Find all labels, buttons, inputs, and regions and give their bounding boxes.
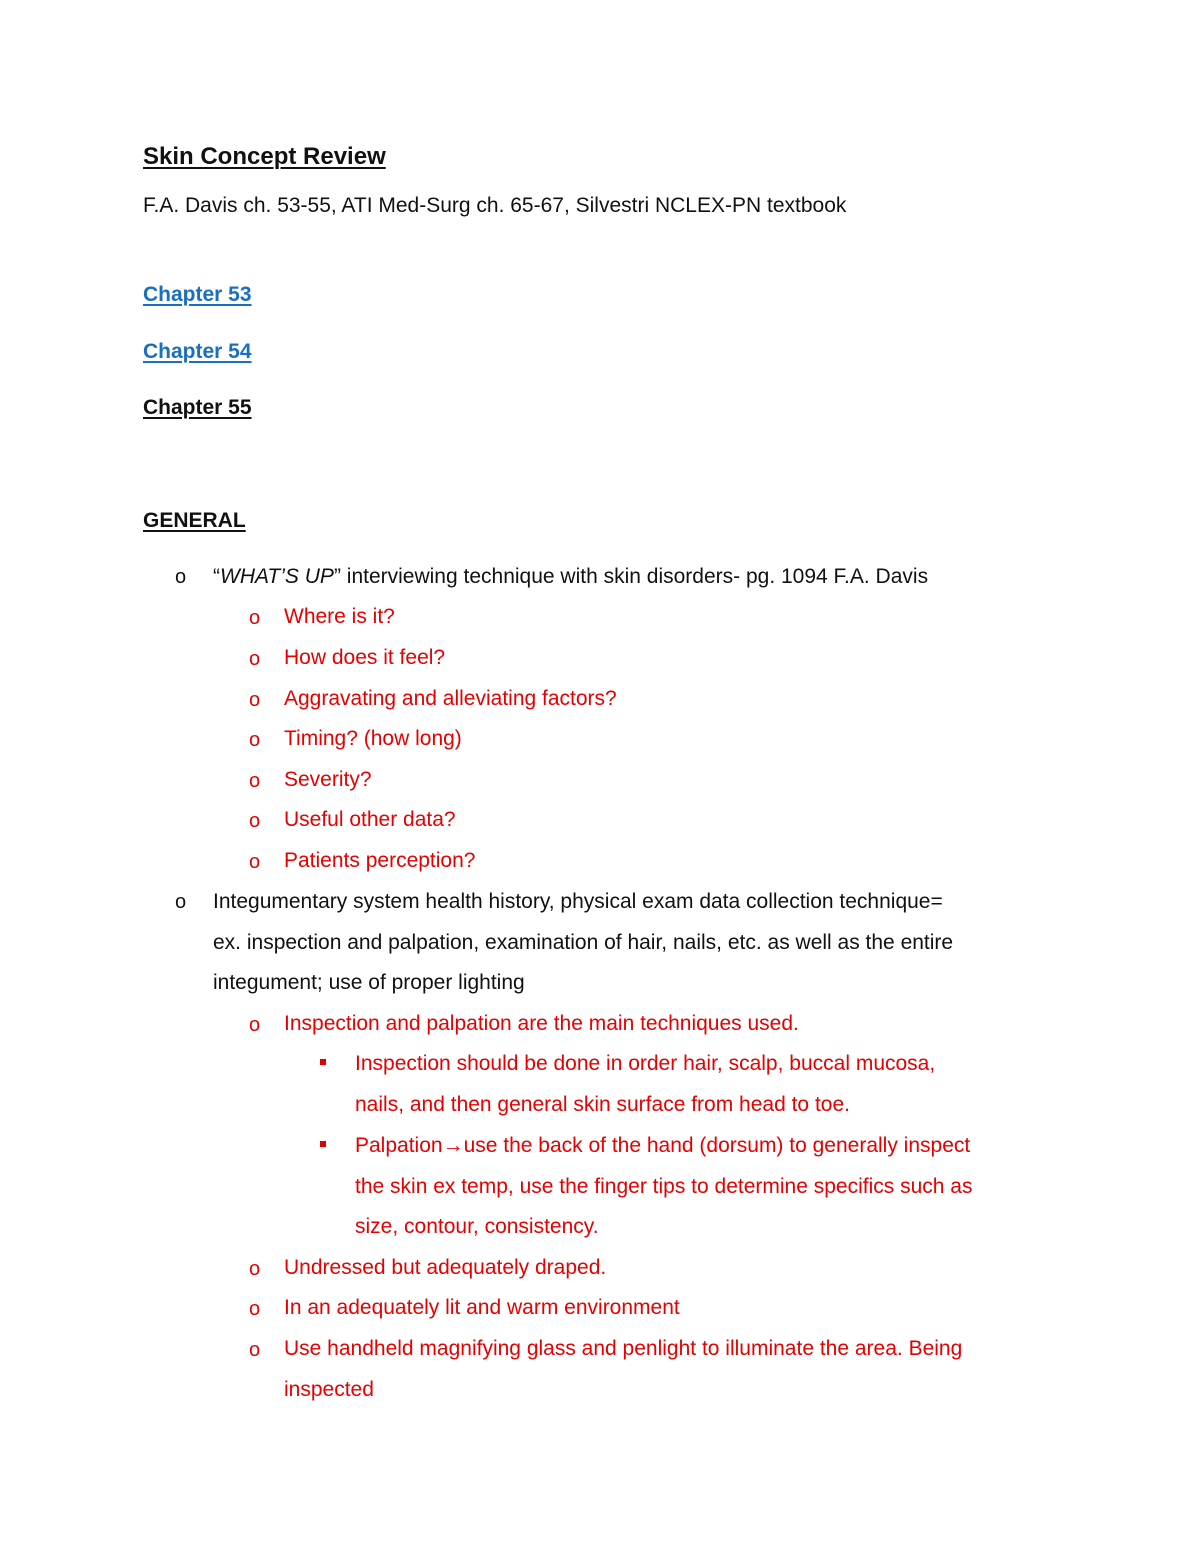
magnifying-item: inspected bbox=[284, 1378, 374, 1401]
whats-up-item: Where is it? bbox=[284, 605, 395, 628]
palpation-line bbox=[355, 1134, 970, 1158]
chapter-53-link[interactable]: Chapter 53 bbox=[143, 283, 252, 306]
bullet-marker: o bbox=[249, 1258, 261, 1280]
arrow-icon: → bbox=[442, 1134, 464, 1157]
bullet-marker: o bbox=[249, 648, 261, 670]
whats-up-line bbox=[213, 565, 928, 589]
square-bullet-marker bbox=[320, 1141, 326, 1147]
bullet-marker: o bbox=[249, 1298, 261, 1320]
bullet-marker: o bbox=[249, 607, 261, 629]
magnifying-item: Use handheld magnifying glass and penlight to illuminate the area. Being bbox=[284, 1337, 963, 1360]
section-heading-general: GENERAL bbox=[143, 509, 246, 532]
whats-up-item: Patients perception? bbox=[284, 849, 476, 872]
main-technique-item: Inspection and palpation are the main techniques used. bbox=[284, 1012, 799, 1035]
integumentary-line: integument; use of proper lighting bbox=[213, 971, 525, 994]
whats-up-rest: ” interviewing technique with skin disorders- pg. 1094 F.A. Davis bbox=[333, 565, 929, 588]
whats-up-emphasis: WHAT’S UP bbox=[220, 565, 334, 588]
environment-item: In an adequately lit and warm environment bbox=[284, 1296, 680, 1319]
whats-up-item: Timing? (how long) bbox=[284, 727, 462, 750]
square-bullet-marker bbox=[320, 1059, 326, 1065]
environment-item: Undressed but adequately draped. bbox=[284, 1256, 607, 1279]
inspection-line: Inspection should be done in order hair, scalp, buccal mucosa, bbox=[355, 1052, 936, 1075]
bullet-marker: o bbox=[249, 770, 261, 792]
whats-up-item: Severity? bbox=[284, 768, 372, 791]
palpation-line: the skin ex temp, use the finger tips to determine specifics such as bbox=[355, 1175, 973, 1198]
integumentary-line: ex. inspection and palpation, examination of hair, nails, etc. as well as the entire bbox=[213, 931, 954, 954]
bullet-marker: o bbox=[249, 851, 261, 873]
bullet-marker: o bbox=[249, 1339, 261, 1361]
bullet-marker: o bbox=[249, 810, 261, 832]
palpation-text: use the back of the hand (dorsum) to generally inspect bbox=[463, 1134, 971, 1157]
open-quote: “ bbox=[213, 565, 220, 588]
integumentary-line: Integumentary system health history, physical exam data collection technique= bbox=[213, 890, 943, 913]
whats-up-item: How does it feel? bbox=[284, 646, 446, 669]
inspection-line: nails, and then general skin surface from head to toe. bbox=[355, 1093, 850, 1116]
bullet-marker: o bbox=[249, 1014, 261, 1036]
document-title: Skin Concept Review bbox=[143, 143, 386, 170]
bullet-marker: o bbox=[249, 689, 261, 711]
chapter-54-link[interactable]: Chapter 54 bbox=[143, 340, 252, 363]
palpation-prefix: Palpation bbox=[355, 1134, 443, 1157]
bullet-marker: o bbox=[249, 729, 261, 751]
document-subtitle: F.A. Davis ch. 53-55, ATI Med-Surg ch. 65-67, Silvestri NCLEX-PN textbook bbox=[143, 194, 847, 217]
whats-up-item: Useful other data? bbox=[284, 808, 456, 831]
bullet-marker: o bbox=[175, 566, 187, 588]
palpation-line: size, contour, consistency. bbox=[355, 1215, 599, 1238]
whats-up-item: Aggravating and alleviating factors? bbox=[284, 687, 617, 710]
bullet-marker: o bbox=[175, 891, 187, 913]
chapter-55-heading: Chapter 55 bbox=[143, 396, 252, 419]
